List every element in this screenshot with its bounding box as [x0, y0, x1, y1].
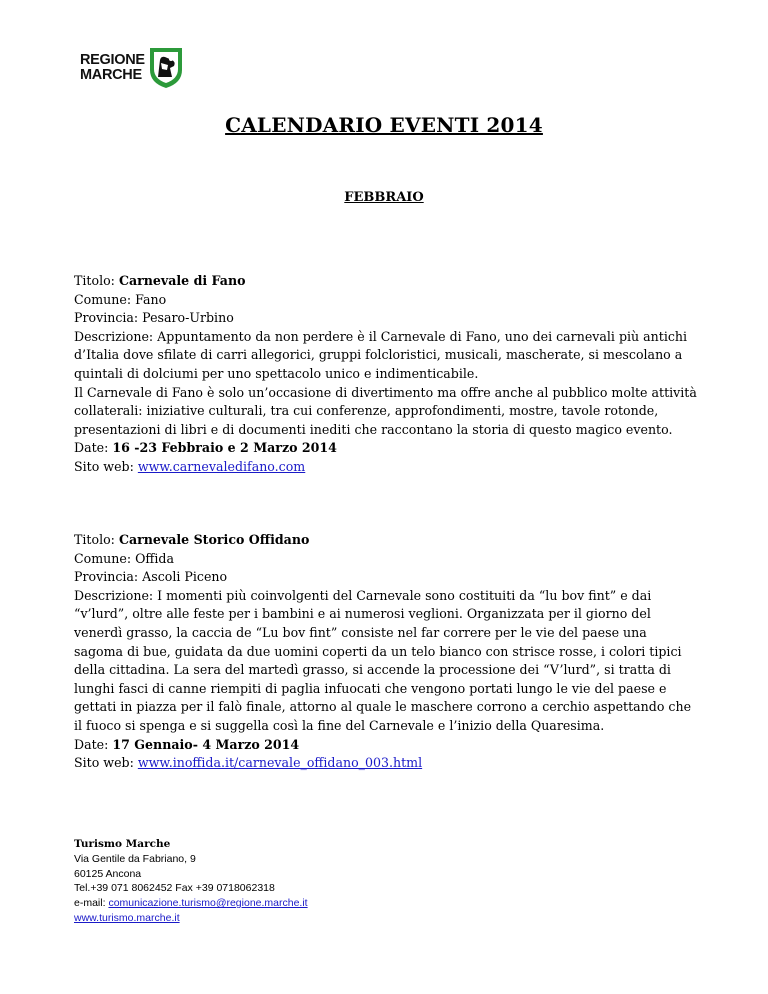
footer-phone: Tel.+39 071 8062452 Fax +39 0718062318	[74, 882, 275, 895]
event-description: I momenti più coinvolgenti del Carnevale sono costituiti da “lu bov fint” e dai “v’lurd”, oltre alle feste per i bambini e ai numerosi veglioni. Organizzata per il giorno del venerdì grasso, la caccia de “Lu bov fint” consiste nel far correre per le vie del paese una sagoma di bue, guidata da due uomini coperti da un telo bianco con strisce rosse, i colori tipici della cittadina. La sera del martedì grasso, si accende la processione dei “V’lurd”, si tratta di lunghi fasci di canne riempiti di paglia infuocati che vengono portati lungo le vie del paese e gettati in piazza per il falò finale, attorno al quale le maschere corrono a cerchio aspettando che il fuoco si spenga e si suggella così la fine del Carnevale e l’inizio della Quaresima.	[74, 587, 692, 733]
event-title: Carnevale Storico Offidano	[118, 532, 310, 547]
event-provincia: Pesaro-Urbino	[142, 310, 234, 326]
event-description-2: Il Carnevale di Fano è solo un’occasione di divertimento ma offre anche al pubblico molte attività collaterali: iniziative culturali, tra cui conferenze, approfondimenti, mostre, tavole rotonde, presentazioni di libri e di documenti inediti che raccontano la storia di questo magico evento.	[74, 384, 697, 437]
title-label: Titolo:	[74, 273, 119, 288]
email-label: e-mail:	[74, 897, 109, 910]
logo-text	[80, 53, 145, 83]
logo-line-2: MARCHE	[80, 67, 142, 83]
date-label: Date:	[74, 440, 113, 456]
event-title: Carnevale di Fano	[118, 273, 246, 288]
event-comune: Offida	[135, 550, 174, 566]
footer-contact	[74, 837, 308, 926]
footer-org: Turismo Marche	[74, 838, 171, 850]
shield-icon	[148, 46, 184, 90]
provincia-label: Provincia:	[74, 310, 143, 326]
event-entry	[74, 272, 698, 477]
provincia-label: Provincia:	[74, 569, 143, 585]
comune-label: Comune:	[74, 291, 136, 307]
description-label: Descrizione:	[74, 328, 158, 344]
event-website-link[interactable]: www.inoffida.it/carnevale_offidano_003.html	[137, 755, 423, 771]
date-label: Date:	[74, 736, 113, 752]
event-dates: 16 -23 Febbraio e 2 Marzo 2014	[112, 440, 337, 456]
logo-line-1: REGIONE	[80, 52, 145, 68]
event-website-link[interactable]: www.carnevaledifano.com	[137, 458, 306, 474]
footer-email-link[interactable]: comunicazione.turismo@regione.marche.it	[108, 897, 308, 910]
month-heading: FEBBRAIO	[344, 190, 424, 205]
regione-marche-logo	[80, 46, 184, 90]
website-label: Sito web:	[74, 458, 138, 474]
description-label: Descrizione:	[74, 587, 158, 603]
event-entry	[74, 531, 698, 773]
website-label: Sito web:	[74, 755, 138, 771]
title-label: Titolo:	[74, 532, 119, 547]
document-title: CALENDARIO EVENTI 2014	[225, 113, 543, 137]
event-description: Appuntamento da non perdere è il Carnevale di Fano, uno dei carnevali più antichi d’Italia dove sfilate di carri allegorici, gruppi folcloristici, musicali, mascherate, si mescolano a quintali di dolciumi per uno spettacolo unico e indimenticabile.	[74, 328, 688, 381]
event-comune: Fano	[135, 291, 167, 307]
footer-address: Via Gentile da Fabriano, 9	[74, 852, 196, 865]
event-provincia: Ascoli Piceno	[142, 569, 228, 585]
footer-website-link[interactable]: www.turismo.marche.it	[74, 911, 180, 924]
event-dates: 17 Gennaio- 4 Marzo 2014	[112, 736, 300, 752]
footer-city: 60125 Ancona	[74, 867, 142, 880]
comune-label: Comune:	[74, 550, 136, 566]
